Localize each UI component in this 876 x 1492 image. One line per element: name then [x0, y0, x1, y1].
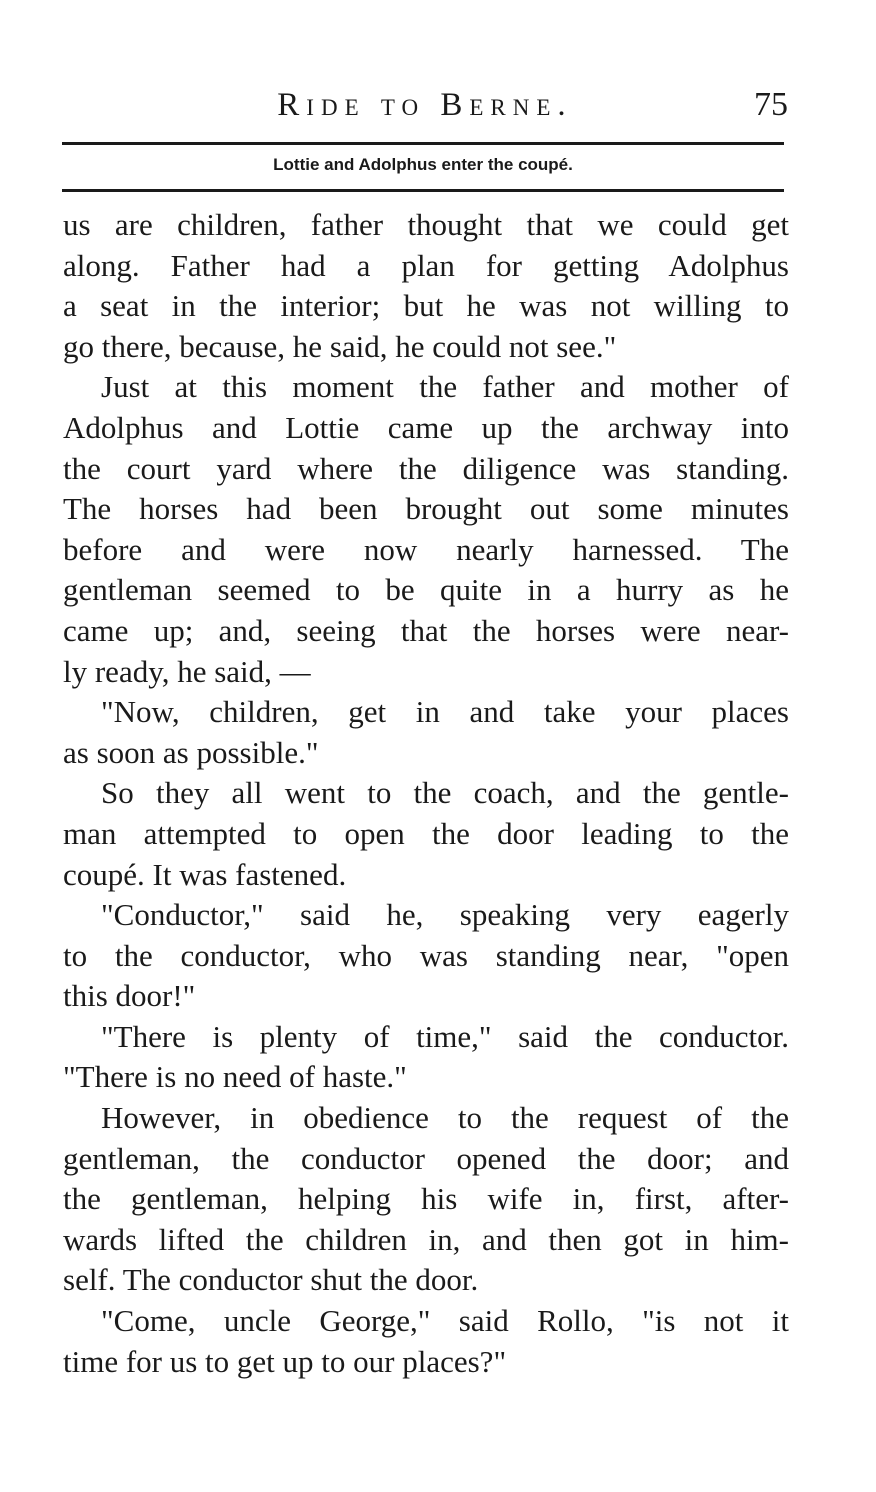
- text-line: "There is plenty of time," said the conductor.: [101, 1018, 789, 1054]
- text-line: So they all went to the coach, and the gentle-: [101, 775, 789, 811]
- text-line: However, in obedience to the request of the: [101, 1100, 789, 1136]
- text-line: a seat in the interior; but he was not willing to: [63, 288, 789, 324]
- text-line: go there, because, he said, he could not see.": [63, 328, 617, 364]
- text-line: wards lifted the children in, and then got in him-: [63, 1221, 789, 1257]
- text-line: coupé. It was fastened.: [63, 856, 347, 892]
- body-text: [63, 205, 789, 1382]
- running-title: Ride to Berne.: [277, 87, 573, 123]
- text-line: The horses had been brought out some minutes: [63, 491, 789, 527]
- text-line: this door!": [63, 978, 196, 1014]
- text-line: the court yard where the diligence was standing.: [63, 450, 789, 486]
- text-line: before and were now nearly harnessed. The: [63, 531, 789, 567]
- text-line: "Come, uncle George," said Rollo, "is not it: [101, 1303, 789, 1339]
- running-head: [62, 82, 788, 128]
- text-line: gentleman, the conductor opened the door; and: [63, 1140, 789, 1176]
- text-line: gentleman seemed to be quite in a hurry as he: [63, 572, 789, 608]
- text-line: ly ready, he said, —: [63, 653, 311, 689]
- text-line: self. The conductor shut the door.: [63, 1262, 479, 1298]
- page-number: 75: [754, 86, 788, 123]
- text-line: came up; and, seeing that the horses were near-: [63, 612, 789, 648]
- text-line: "Now, children, get in and take your places: [101, 694, 789, 730]
- section-subheading: Lottie and Adolphus enter the coupé.: [273, 155, 573, 174]
- text-line: to the conductor, who was standing near, "open: [63, 937, 789, 973]
- text-line: Adolphus and Lottie came up the archway into: [63, 409, 789, 445]
- text-line: Just at this moment the father and mother of: [101, 369, 789, 405]
- header-rule-top: [62, 142, 784, 145]
- text-line: "There is no need of haste.": [63, 1059, 407, 1095]
- text-line: along. Father had a plan for getting Adolphus: [63, 247, 789, 283]
- text-line: time for us to get up to our places?": [63, 1343, 507, 1379]
- text-line: man attempted to open the door leading to the: [63, 815, 789, 851]
- text-line: the gentleman, helping his wife in, first, after-: [63, 1181, 789, 1217]
- text-line: as soon as possible.": [63, 734, 319, 770]
- text-line: "Conductor," said he, speaking very eagerly: [101, 897, 789, 933]
- text-line: us are children, father thought that we could get: [63, 207, 789, 242]
- header-rule-bottom: [62, 189, 784, 192]
